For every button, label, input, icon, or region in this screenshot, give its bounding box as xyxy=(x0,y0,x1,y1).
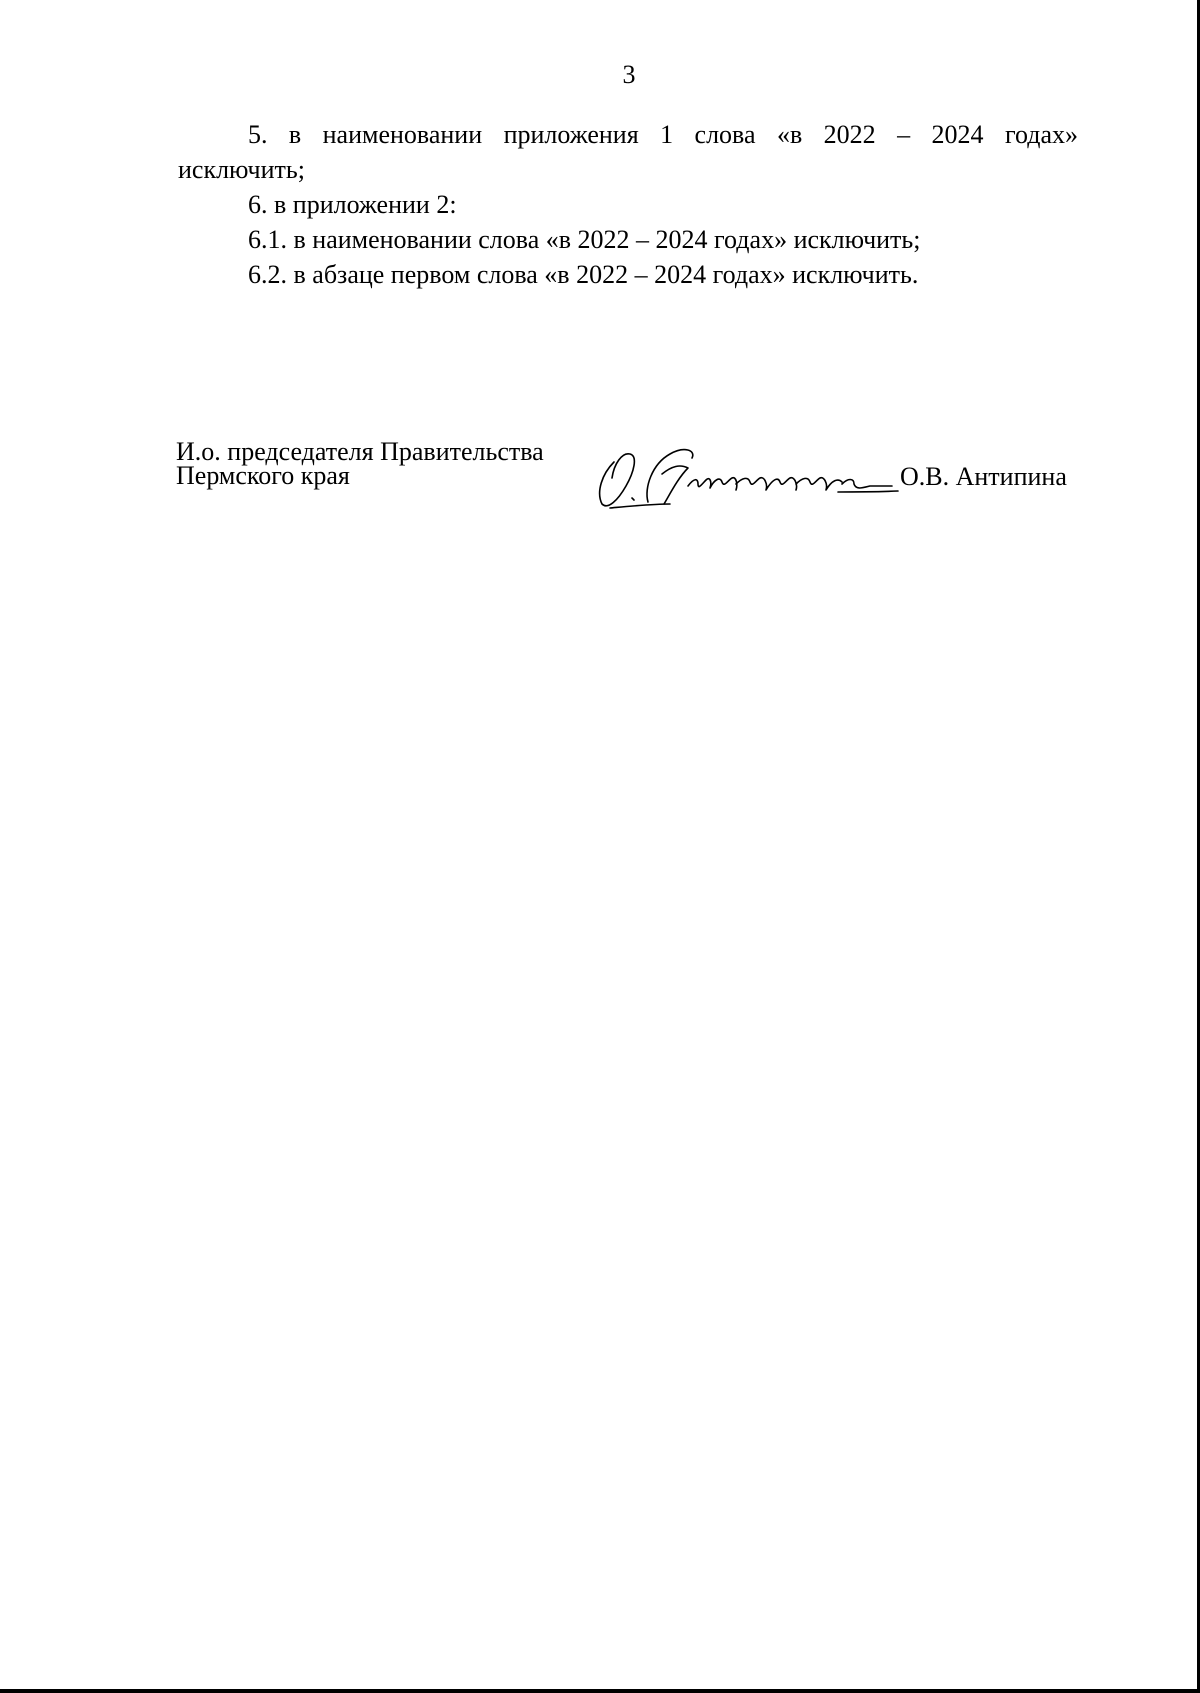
handwritten-signature xyxy=(592,444,902,510)
signer-name: О.В. Антипина xyxy=(900,462,1067,491)
signatory-title-line-1: И.о. председателя Правительства xyxy=(176,437,544,466)
document-body xyxy=(178,117,1078,292)
paragraph-item-6-2: 6.2. в абзаце первом слова «в 2022 – 2024 годах» исключить. xyxy=(248,260,919,289)
signatory-title-line-2: Пермского края xyxy=(176,461,350,490)
page-number: 3 xyxy=(622,60,636,89)
scan-edge-bottom xyxy=(0,1689,1200,1693)
paragraph-item-5: 5. в наименовании приложения 1 слова «в 2022 – 2024 годах» исключить; xyxy=(178,120,1078,184)
paragraph-item-6: 6. в приложении 2: xyxy=(248,190,457,219)
signatory-title xyxy=(176,437,544,490)
paragraph-item-6-1: 6.1. в наименовании слова «в 2022 – 2024 годах» исключить; xyxy=(248,225,921,254)
